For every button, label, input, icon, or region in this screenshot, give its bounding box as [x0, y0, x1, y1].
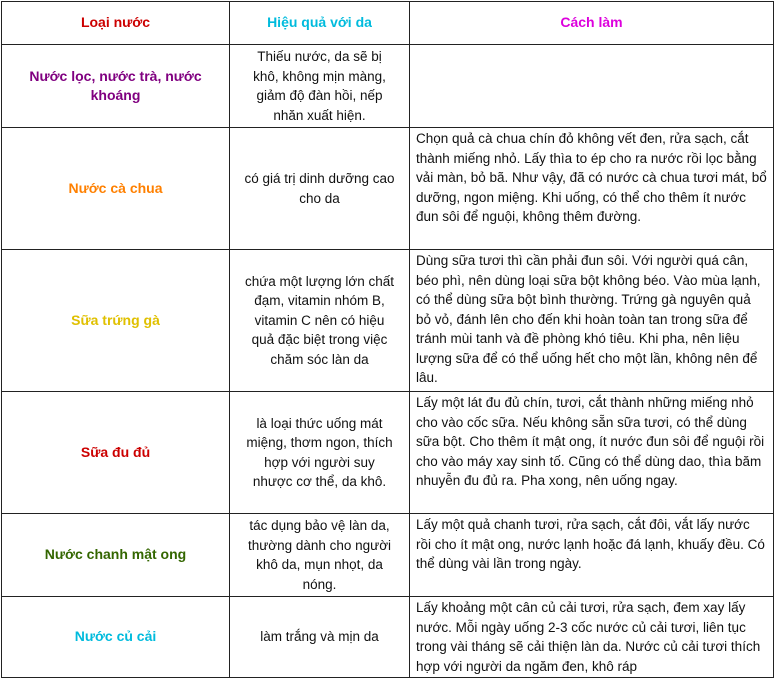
- table-row: [2, 250, 774, 392]
- header-method: Cách làm: [410, 2, 774, 45]
- skin-effect-cell: có giá trị dinh dưỡng cao cho da: [230, 128, 410, 250]
- drink-type-cell: Nước chanh mật ong: [2, 514, 230, 597]
- drink-type-cell: Nước lọc, nước trà, nước khoáng: [2, 45, 230, 128]
- skin-effect-cell: chứa một lượng lớn chất đạm, vitamin nhóm B, vitamin C nên có hiệu quả đặc biệt trong việc chăm sóc làn da: [230, 250, 410, 392]
- drink-type-cell: Nước củ cải: [2, 597, 230, 678]
- method-cell: Chọn quả cà chua chín đỏ không vết đen, rửa sạch, cắt thành miếng nhỏ. Lấy thìa to ép cho ra nước rồi lọc bằng vải màn, bỏ bã. Như vậy, đã có nước cà chua tươi mát, bổ dưỡng, ngon miệng. Khi uống, có thể cho thêm ít nước đun sôi để nguội, không thêm đường.: [410, 128, 774, 250]
- drink-type-cell: Sữa đu đủ: [2, 392, 230, 514]
- table-row: [2, 45, 774, 128]
- table-row: [2, 392, 774, 514]
- table-row: [2, 597, 774, 678]
- skin-drinks-table: [1, 1, 774, 678]
- table-row: [2, 128, 774, 250]
- header-drink-type: Loại nước: [2, 2, 230, 45]
- table-row: [2, 514, 774, 597]
- method-cell: Lấy khoảng một cân củ cải tươi, rửa sạch, đem xay lấy nước. Mỗi ngày uống 2-3 cốc nước củ cải tươi, liên tục trong vài tháng sẽ cải thiện làn da. Nước củ cải tươi thích hợp với người da ngăm đen, khô ráp: [410, 597, 774, 678]
- method-cell: Lấy một lát đu đủ chín, tươi, cắt thành những miếng nhỏ cho vào cốc sữa. Nếu không sẵn sữa tươi, có thể dùng sữa bột. Cho thêm ít mật ong, ít nước đun sôi để nguội rồi cho vào máy xay sinh tố. Cũng có thể dùng dao, thìa băm nhuyễn đu đủ ra. Pha xong, nên uống ngay.: [410, 392, 774, 514]
- skin-effect-cell: làm trắng và mịn da: [230, 597, 410, 678]
- method-cell: Lấy một quả chanh tươi, rửa sạch, cắt đôi, vắt lấy nước rồi cho ít mật ong, nước lạnh hoặc đá lạnh, khuấy đều. Có thể dùng vài lần trong ngày.: [410, 514, 774, 597]
- header-skin-effect: Hiệu quả với da: [230, 2, 410, 45]
- skin-effect-cell: tác dụng bảo vệ làn da, thường dành cho người khô da, mụn nhọt, da nóng.: [230, 514, 410, 597]
- drink-type-cell: Sữa trứng gà: [2, 250, 230, 392]
- method-cell: Dùng sữa tươi thì cần phải đun sôi. Với người quá cân, béo phì, nên dùng loại sữa bột không béo. Vào mùa lạnh, có thể dùng sữa bột bình thường. Trứng gà nguyên quả bỏ vỏ, đánh lên cho đến khi hoàn toàn tan trong sữa để tránh mùi tanh và đề phòng khó tiêu. Khi pha, nên liệu lượng sữa để có thể uống hết cho một lần, không nên để lâu.: [410, 250, 774, 392]
- skin-effect-cell: Thiếu nước, da sẽ bị khô, không mịn màng, giảm độ đàn hồi, nếp nhăn xuất hiện.: [230, 45, 410, 128]
- skin-effect-cell: là loại thức uống mát miệng, thơm ngon, thích hợp với người suy nhược cơ thể, da khô.: [230, 392, 410, 514]
- method-cell: [410, 45, 774, 128]
- drink-type-cell: Nước cà chua: [2, 128, 230, 250]
- table-header-row: [2, 2, 774, 45]
